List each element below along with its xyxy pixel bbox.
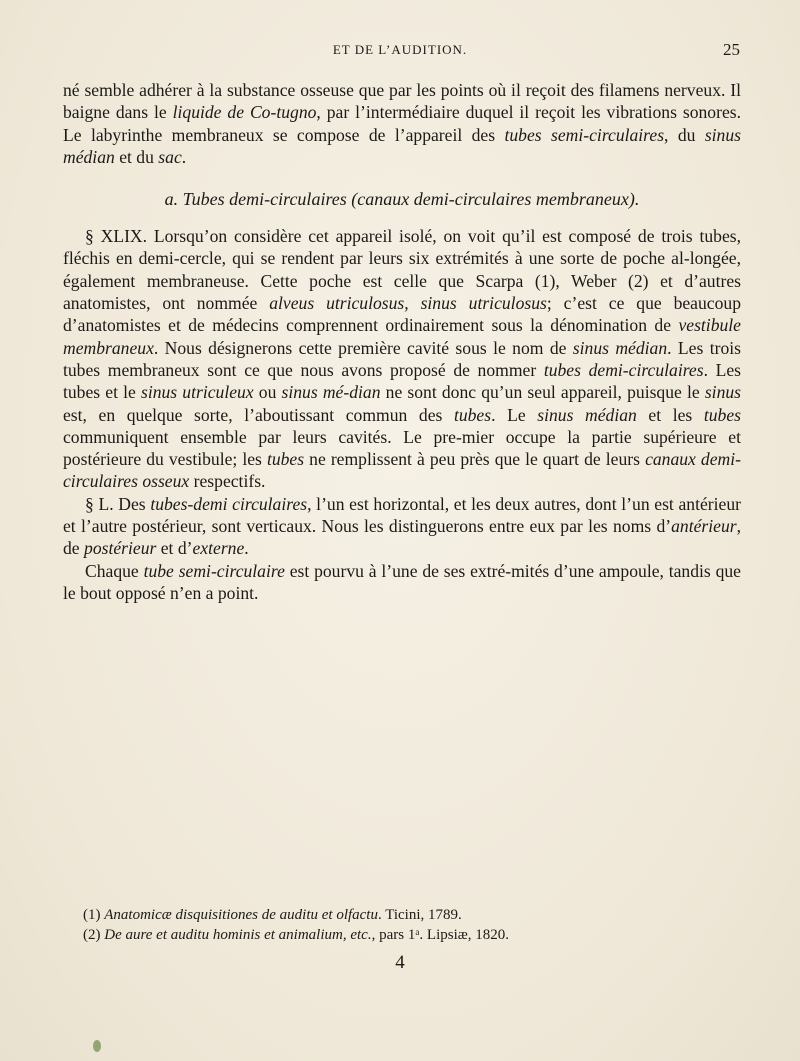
footnote-2: (2) De aure et auditu hominis et animalium, etc., pars 1ᵃ. Lipsiæ, 1820. bbox=[83, 927, 510, 943]
page-number: 25 bbox=[723, 40, 740, 59]
section-subheading: a. Tubes demi-circulaires (canaux demi-circulaires membraneux). bbox=[164, 189, 640, 210]
paragraph-1: né semble adhérer à la substance osseuse que par les points où il reçoit des filamens nerveux. Il baigne dans le liquide de Co-tugno, par l’intermédiaire duquel il reçoit les vibrations sonores. Le labyrinthe membraneux se compose de l’appareil des tubes semi-circulaires, du sinus médian et du sac. bbox=[63, 80, 741, 167]
running-head bbox=[60, 40, 740, 62]
footnote-1: (1) Anatomicæ disquisitiones de auditu et olfactu. Ticini, 1789. bbox=[83, 907, 462, 923]
running-title: ET DE L’AUDITION. bbox=[332, 42, 468, 57]
body-text bbox=[63, 79, 741, 604]
paragraph-chaque-tube: Chaque tube semi-circulaire est pourvu à l’une de ses extré-mités d’une ampoule, tandis que le bout opposé n’en a point. bbox=[63, 560, 741, 603]
paragraph-xlix: § XLIX. Lorsqu’on considère cet appareil isolé, on voit qu’il est composé de trois tubes, fléchis en demi-cercle, qui se rendent par leurs six extrémités à une sorte de poche al-longée, également membraneuse. Cette poche est celle que Scarpa (1), Weber (2) et d’autres anatomistes, ont nommée alveus utriculosus, sinus utriculosus; c’est ce que beaucoup d’anatomistes et de médecins comprennent ordinairement sous la dénomination de vestibule membraneux. Nous désignerons cette première cavité sous le nom de sinus médian. Les trois tubes membraneux sont ce que nous avons proposé de nommer tubes demi-circulaires. Les tubes et le sinus utriculeux ou sinus mé-dian ne sont donc qu’un seul appareil, puisque le sinus est, en quelque sorte, l’aboutissant commun des tubes. Le sinus médian et les tubes communiquent ensemble par leurs cavités. Le pre-mier occupe la partie supérieure et postérieure du vestibule; les tubes ne remplissent à peu près que le quart de leurs canaux demi-circulaires osseux respectifs. bbox=[63, 226, 742, 492]
footnotes bbox=[83, 905, 743, 945]
paper-stain bbox=[93, 1040, 101, 1052]
paragraph-l: § L. Des tubes-demi circulaires, l’un est horizontal, et les deux autres, dont l’un est antérieur et l’autre postérieur, sont verticaux. Nous les distinguerons entre eux par les noms d’antérieur, de postérieur et d’externe. bbox=[63, 493, 742, 559]
signature-mark: 4 bbox=[395, 952, 405, 973]
